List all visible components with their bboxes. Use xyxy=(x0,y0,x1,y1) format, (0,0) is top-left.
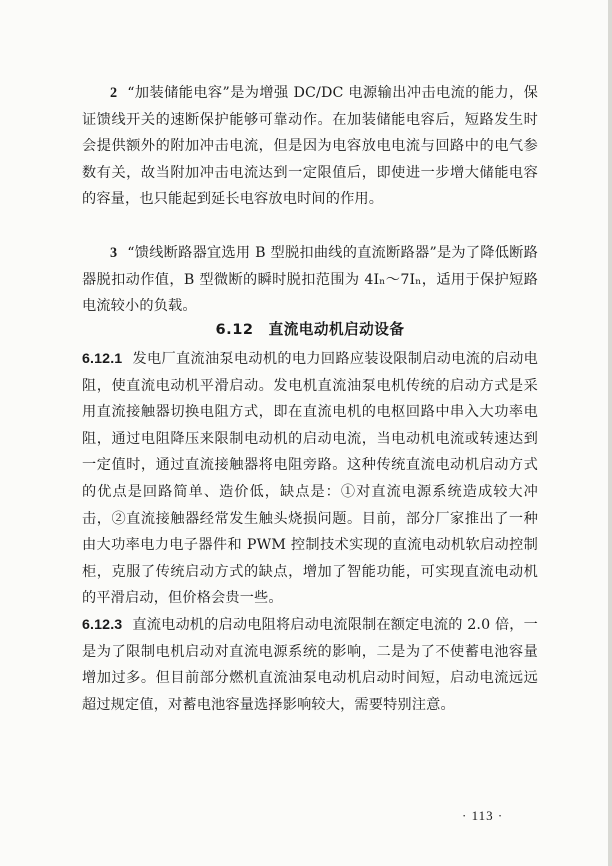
clause-6-12-3-text: 直流电动机的启动电阻将启动电流限制在额定电流的 2.0 倍，一是为了限制电机启动对直流电源系统的影响，二是为了不使蓄电池容量增加过多。但目前部分燃机直流油泵电动机启动时间短，启动电流远远超过规定值，对蓄电池容量选择影响较大，需要特别注意。 xyxy=(82,617,538,713)
page-number: · 113 · xyxy=(462,808,504,823)
clause-6-12-3-paragraph xyxy=(82,612,538,718)
clause-6-12-3-number: 6.12.3 xyxy=(82,617,123,633)
clause-6-12-1-number: 6.12.1 xyxy=(82,351,123,367)
clause-6-12-1-paragraph xyxy=(82,346,538,612)
clause-3-text: “馈线断路器宜选用 B 型脱扣曲线的直流断路器”是为了降低断路器脱扣动作值，B 型微断的瞬时脱扣范围为 4Iₙ～7Iₙ，适用于保护短路电流较小的负载。 xyxy=(82,245,538,315)
page-edge-shadow xyxy=(608,0,612,866)
clause-6-12-1-text: 发电厂直流油泵电动机的电力回路应装设限制启动电流的启动电阻，使直流电动机平滑启动。发电机直流油泵电机传统的启动方式是采用直流接触器切换电阻方式，即在直流电机的电枢回路中串入大功率电阻，通过电阻降压来限制电动机的启动电流，当电动机电流或转速达到一定值时，通过直流接触器将电阻旁路。这种传统直流电动机启动方式的优点是回路简单、造价低，缺点是：①对直流电源系统造成较大冲击，②直流接触器经常发生触头烧损问题。目前，部分厂家推出了一种由大功率电力电子器件和 PWM 控制技术实现的直流电动机软启动控制柜，克服了传统启动方式的缺点，增加了智能功能，可实现直流电动机的平滑启动，但价格会贵一些。 xyxy=(82,351,538,607)
clause-2-text: “加装储能电容”是为增强 DC/DC 电源输出冲击电流的能力，保证馈线开关的速断保护能够可靠动作。在加装储能电容后，短路发生时会提供额外的附加冲击电流，但是因为电容放电电流与回路中的电气参数有关，故当附加冲击电流达到一定限值后，即使进一步增大储能电容的容量，也只能起到延长电容放电时间的作用。 xyxy=(82,85,538,208)
clause-2-number: 2 xyxy=(110,85,118,101)
clause-3-number: 3 xyxy=(110,245,118,261)
clause-2-paragraph xyxy=(82,80,538,213)
clause-3-paragraph xyxy=(82,240,538,320)
section-heading: 6.12 直流电动机启动设备 xyxy=(215,321,405,338)
